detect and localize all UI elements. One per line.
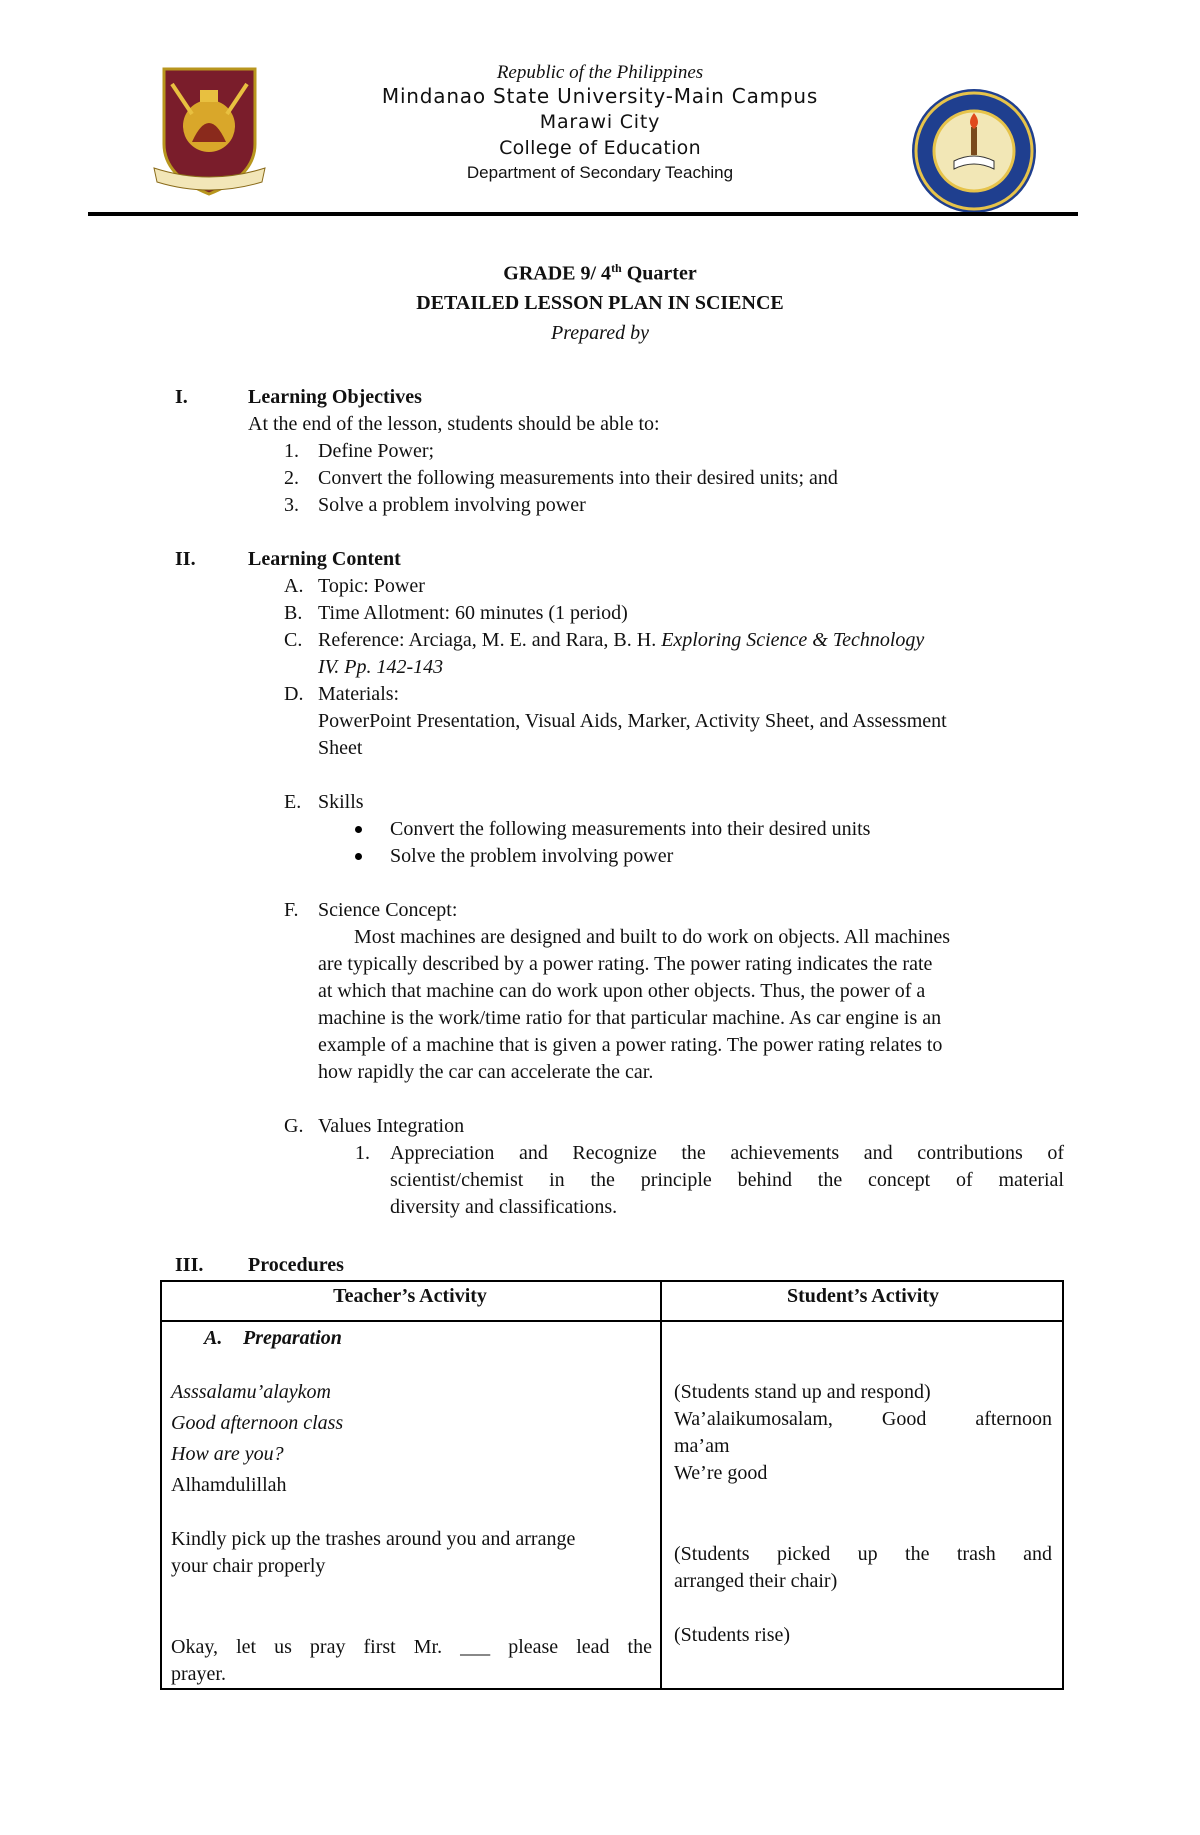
student-line: arranged their chair) [674,1570,838,1592]
teacher-line: Okay, let us pray first Mr. ___ please lead the [171,1636,652,1658]
reference-line: Reference: Arciaga, M. E. and Rara, B. H. Exploring Science & Technology [318,629,925,651]
student-line: ma’am [674,1435,730,1457]
section2-heading: Learning Content [248,548,401,570]
concept-text-line: Most machines are designed and built to do work on objects. All machines [354,926,950,948]
content-letter: E. [284,791,302,813]
prepared-by: Prepared by [551,322,649,344]
section1-heading: Learning Objectives [248,386,422,408]
content-letter: F. [284,899,299,921]
city-name: Marawi City [539,111,661,133]
time-allotment-line: Time Allotment: 60 minutes (1 period) [318,602,628,624]
objective-item: Convert the following measurements into their desired units; and [318,467,838,489]
republic-line: Republic of the Philippines [496,62,704,83]
teacher-line: How are you? [171,1443,284,1465]
content-letter: B. [284,602,303,624]
concept-text-line: how rapidly the car can accelerate the car. [318,1061,654,1083]
header-divider [88,212,1078,216]
lesson-plan-title: DETAILED LESSON PLAN IN SCIENCE [416,292,784,314]
preparation-subheading: Preparation [243,1327,342,1349]
content-letter: A. [284,575,304,597]
section3-numeral: III. [175,1254,204,1276]
reference-pages: IV. Pp. 142-143 [318,656,444,678]
section3-heading: Procedures [248,1254,344,1276]
student-line: (Students rise) [674,1624,791,1646]
topic-line: Topic: Power [318,575,425,597]
department-name: Department of Secondary Teaching [466,163,734,182]
content-letter: G. [284,1115,304,1137]
teacher-activity-header: Teacher’s Activity [333,1285,487,1307]
teacher-line: Kindly pick up the trashes around you and arrange [171,1528,576,1550]
teacher-line: prayer. [171,1663,226,1685]
student-line: (Students picked up the trash and [674,1543,1052,1565]
student-line: Wa’alaikumosalam, Good afternoon [674,1408,1052,1430]
objective-item: Define Power; [318,440,435,462]
science-concept-label: Science Concept: [318,899,458,921]
skills-label: Skills [318,791,364,813]
student-activity-header: Student’s Activity [786,1285,940,1307]
table-column-divider [660,1280,662,1690]
concept-text-line: are typically described by a power rating. The power rating indicates the rate [318,953,933,975]
skill-item: Solve the problem involving power [390,845,674,867]
section1-numeral: I. [175,386,188,408]
objective-num: 3. [284,494,299,516]
values-text-line: diversity and classifications. [390,1196,618,1218]
bullet-icon [355,826,362,833]
subheading-letter: A. [204,1327,223,1349]
values-label: Values Integration [318,1115,465,1137]
student-line: (Students stand up and respond) [674,1381,931,1403]
objective-num: 2. [284,467,299,489]
grade-quarter-title: GRADE 9/ 4th Quarter [503,261,697,285]
university-name: Mindanao State University-Main Campus [381,84,819,108]
concept-text-line: example of a machine that is given a power rating. The power rating relates to [318,1034,943,1056]
materials-list-cont: Sheet [318,737,363,759]
concept-text-line: at which that machine can do work upon other objects. Thus, the power of a [318,980,926,1002]
teacher-line: Good afternoon class [171,1412,344,1434]
objectives-intro: At the end of the lesson, students should be able to: [248,413,660,435]
materials-label: Materials: [318,683,400,705]
objective-item: Solve a problem involving power [318,494,586,516]
college-name: College of Education [499,137,701,159]
section2-numeral: II. [175,548,196,570]
values-text-line: scientist/chemist in the principle behind the concept of material [390,1169,1064,1191]
content-letter: C. [284,629,303,651]
values-num: 1. [355,1142,370,1164]
concept-text-line: machine is the work/time ratio for that particular machine. As car engine is an [318,1007,942,1029]
skill-item: Convert the following measurements into their desired units [390,818,871,840]
teacher-line: Alhamdulillah [171,1474,287,1496]
student-line: We’re good [674,1462,768,1484]
materials-list: PowerPoint Presentation, Visual Aids, Marker, Activity Sheet, and Assessment [318,710,947,732]
content-letter: D. [284,683,304,705]
teacher-line: your chair properly [171,1555,326,1577]
bullet-icon [355,853,362,860]
objective-num: 1. [284,440,299,462]
table-header-divider [160,1320,1064,1322]
values-text-line: Appreciation and Recognize the achievements and contributions of [390,1142,1064,1164]
teacher-line: Asssalamu’alaykom [171,1381,331,1403]
